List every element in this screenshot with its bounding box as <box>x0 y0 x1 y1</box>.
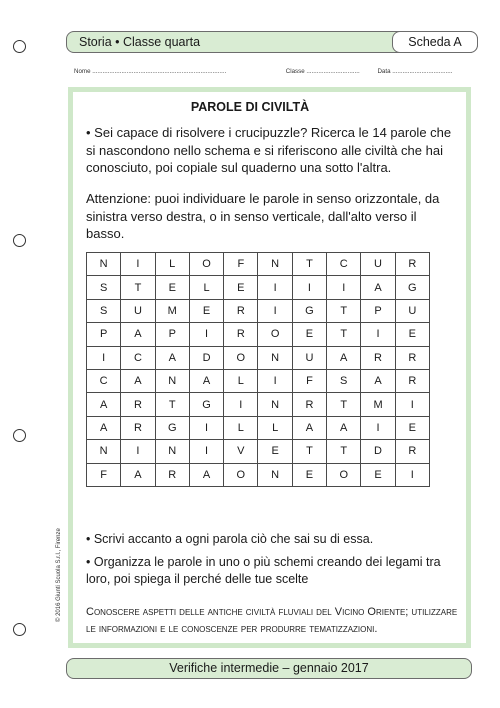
grid-cell: U <box>395 299 429 322</box>
grid-cell: R <box>395 440 429 463</box>
grid-cell: R <box>361 346 395 369</box>
grid-cell: A <box>361 369 395 392</box>
grid-cell: O <box>224 463 258 486</box>
grid-cell: L <box>224 369 258 392</box>
copyright-notice: © 2016 Giunti Scuola S.r.l., Firenze <box>56 528 62 622</box>
grid-cell: I <box>395 463 429 486</box>
grid-cell: I <box>87 346 121 369</box>
grid-cell: N <box>258 393 292 416</box>
grid-cell: A <box>361 276 395 299</box>
grid-cell: T <box>327 440 361 463</box>
grid-cell: A <box>327 346 361 369</box>
grid-row <box>87 346 430 369</box>
grid-cell: I <box>189 416 223 439</box>
grid-cell: R <box>121 393 155 416</box>
grid-cell: G <box>292 299 326 322</box>
grid-cell: A <box>155 346 189 369</box>
grid-cell: T <box>327 323 361 346</box>
grid-row <box>87 440 430 463</box>
grid-cell: M <box>361 393 395 416</box>
grid-cell: D <box>189 346 223 369</box>
grid-cell: I <box>224 393 258 416</box>
grid-row <box>87 253 430 276</box>
grid-cell: N <box>258 463 292 486</box>
grid-cell: L <box>258 416 292 439</box>
binder-hole-top <box>13 40 26 53</box>
grid-cell: V <box>224 440 258 463</box>
grid-cell: O <box>189 253 223 276</box>
grid-cell: P <box>87 323 121 346</box>
grid-cell: F <box>87 463 121 486</box>
grid-cell: I <box>327 276 361 299</box>
bullet-write-notes: • Scrivi accanto a ogni parola ciò che sai su di essa. <box>86 532 374 546</box>
grid-cell: E <box>395 323 429 346</box>
exercise-title: PAROLE DI CIVILTÀ <box>190 100 310 114</box>
binder-hole-lower <box>13 429 26 442</box>
grid-cell: E <box>258 440 292 463</box>
grid-cell: E <box>292 463 326 486</box>
grid-cell: C <box>121 346 155 369</box>
grid-cell: I <box>258 276 292 299</box>
grid-cell: S <box>87 276 121 299</box>
grid-cell: O <box>224 346 258 369</box>
grid-cell: R <box>395 369 429 392</box>
grid-cell: N <box>258 346 292 369</box>
grid-cell: I <box>258 299 292 322</box>
grid-cell: G <box>189 393 223 416</box>
grid-cell: T <box>155 393 189 416</box>
grid-cell: L <box>189 276 223 299</box>
grid-cell: I <box>121 253 155 276</box>
grid-cell: A <box>327 416 361 439</box>
grid-cell: E <box>224 276 258 299</box>
grid-cell: R <box>121 416 155 439</box>
binder-hole-bottom <box>13 623 26 636</box>
grid-row <box>87 276 430 299</box>
grid-cell: A <box>189 463 223 486</box>
grid-cell: N <box>87 440 121 463</box>
grid-cell: L <box>155 253 189 276</box>
grid-cell: E <box>155 276 189 299</box>
grid-cell: N <box>155 440 189 463</box>
grid-cell: T <box>292 253 326 276</box>
grid-cell: A <box>292 416 326 439</box>
class-field[interactable]: Classe ............................... <box>285 68 360 75</box>
footer-bar: Verifiche intermedie – gennaio 2017 <box>66 658 472 679</box>
grid-cell: N <box>87 253 121 276</box>
grid-cell: S <box>327 369 361 392</box>
grid-cell: L <box>224 416 258 439</box>
grid-cell: A <box>121 323 155 346</box>
grid-cell: R <box>224 323 258 346</box>
grid-cell: T <box>327 299 361 322</box>
grid-cell: C <box>327 253 361 276</box>
word-search-grid <box>86 252 430 487</box>
grid-cell: P <box>155 323 189 346</box>
instruction-paragraph: • Sei capace di risolvere i crucipuzzle? Ricerca le 14 parole che si nascondono nello schema e si riferiscono alle civiltà che hai conosciuto, poi copiale sul quaderno una sotto l'altra. <box>86 125 452 175</box>
grid-cell: R <box>155 463 189 486</box>
grid-cell: A <box>121 369 155 392</box>
grid-cell: T <box>121 276 155 299</box>
grid-cell: T <box>292 440 326 463</box>
grid-cell: M <box>155 299 189 322</box>
grid-cell: R <box>395 346 429 369</box>
grid-cell: R <box>224 299 258 322</box>
header-bar <box>66 31 478 53</box>
grid-cell: U <box>292 346 326 369</box>
grid-cell: I <box>258 369 292 392</box>
grid-cell: I <box>361 416 395 439</box>
grid-cell: D <box>361 440 395 463</box>
grid-cell: U <box>361 253 395 276</box>
grid-cell: A <box>87 416 121 439</box>
grid-cell: N <box>155 369 189 392</box>
grid-cell: C <box>87 369 121 392</box>
grid-cell: I <box>189 440 223 463</box>
grid-cell: R <box>292 393 326 416</box>
grid-cell: E <box>189 299 223 322</box>
grid-cell: A <box>189 369 223 392</box>
grid-row <box>87 416 430 439</box>
grid-cell: E <box>395 416 429 439</box>
competence-statement: Conoscere aspetti delle antiche civiltà fluviali del Vicino Oriente; utilizzare le informazioni e le conoscenze per produrre tematizzazioni. <box>86 606 458 635</box>
binder-hole-middle <box>13 234 26 247</box>
bullet-organize-words: • Organizza le parole in uno o più schemi creando dei legami tra loro, poi spiega il perché delle tue scelte <box>86 555 441 586</box>
grid-cell: I <box>395 393 429 416</box>
sheet-label: Scheda A <box>392 31 478 53</box>
grid-cell: E <box>361 463 395 486</box>
grid-cell: I <box>189 323 223 346</box>
grid-cell: I <box>292 276 326 299</box>
grid-cell: S <box>87 299 121 322</box>
grid-cell: I <box>121 440 155 463</box>
grid-cell: U <box>121 299 155 322</box>
grid-cell: G <box>395 276 429 299</box>
attention-paragraph: Attenzione: puoi individuare le parole in senso orizzontale, da sinistra verso destra, o in senso verticale, dall'alto verso il basso. <box>86 191 440 241</box>
grid-cell: A <box>87 393 121 416</box>
grid-cell: O <box>327 463 361 486</box>
grid-cell: A <box>121 463 155 486</box>
grid-cell: G <box>155 416 189 439</box>
grid-row <box>87 463 430 486</box>
grid-cell: O <box>258 323 292 346</box>
grid-cell: P <box>361 299 395 322</box>
grid-cell: F <box>224 253 258 276</box>
date-field[interactable]: Data ................................... <box>377 68 453 75</box>
name-field[interactable]: Nome .............................................................................. <box>74 68 227 75</box>
grid-row <box>87 323 430 346</box>
grid-cell: N <box>258 253 292 276</box>
student-info-row <box>74 68 474 77</box>
grid-cell: I <box>361 323 395 346</box>
grid-row <box>87 369 430 392</box>
subject-label: Storia • Classe quarta <box>79 35 201 49</box>
grid-cell: E <box>292 323 326 346</box>
grid-cell: R <box>395 253 429 276</box>
grid-cell: T <box>327 393 361 416</box>
grid-row <box>87 393 430 416</box>
grid-cell: F <box>292 369 326 392</box>
grid-row <box>87 299 430 322</box>
